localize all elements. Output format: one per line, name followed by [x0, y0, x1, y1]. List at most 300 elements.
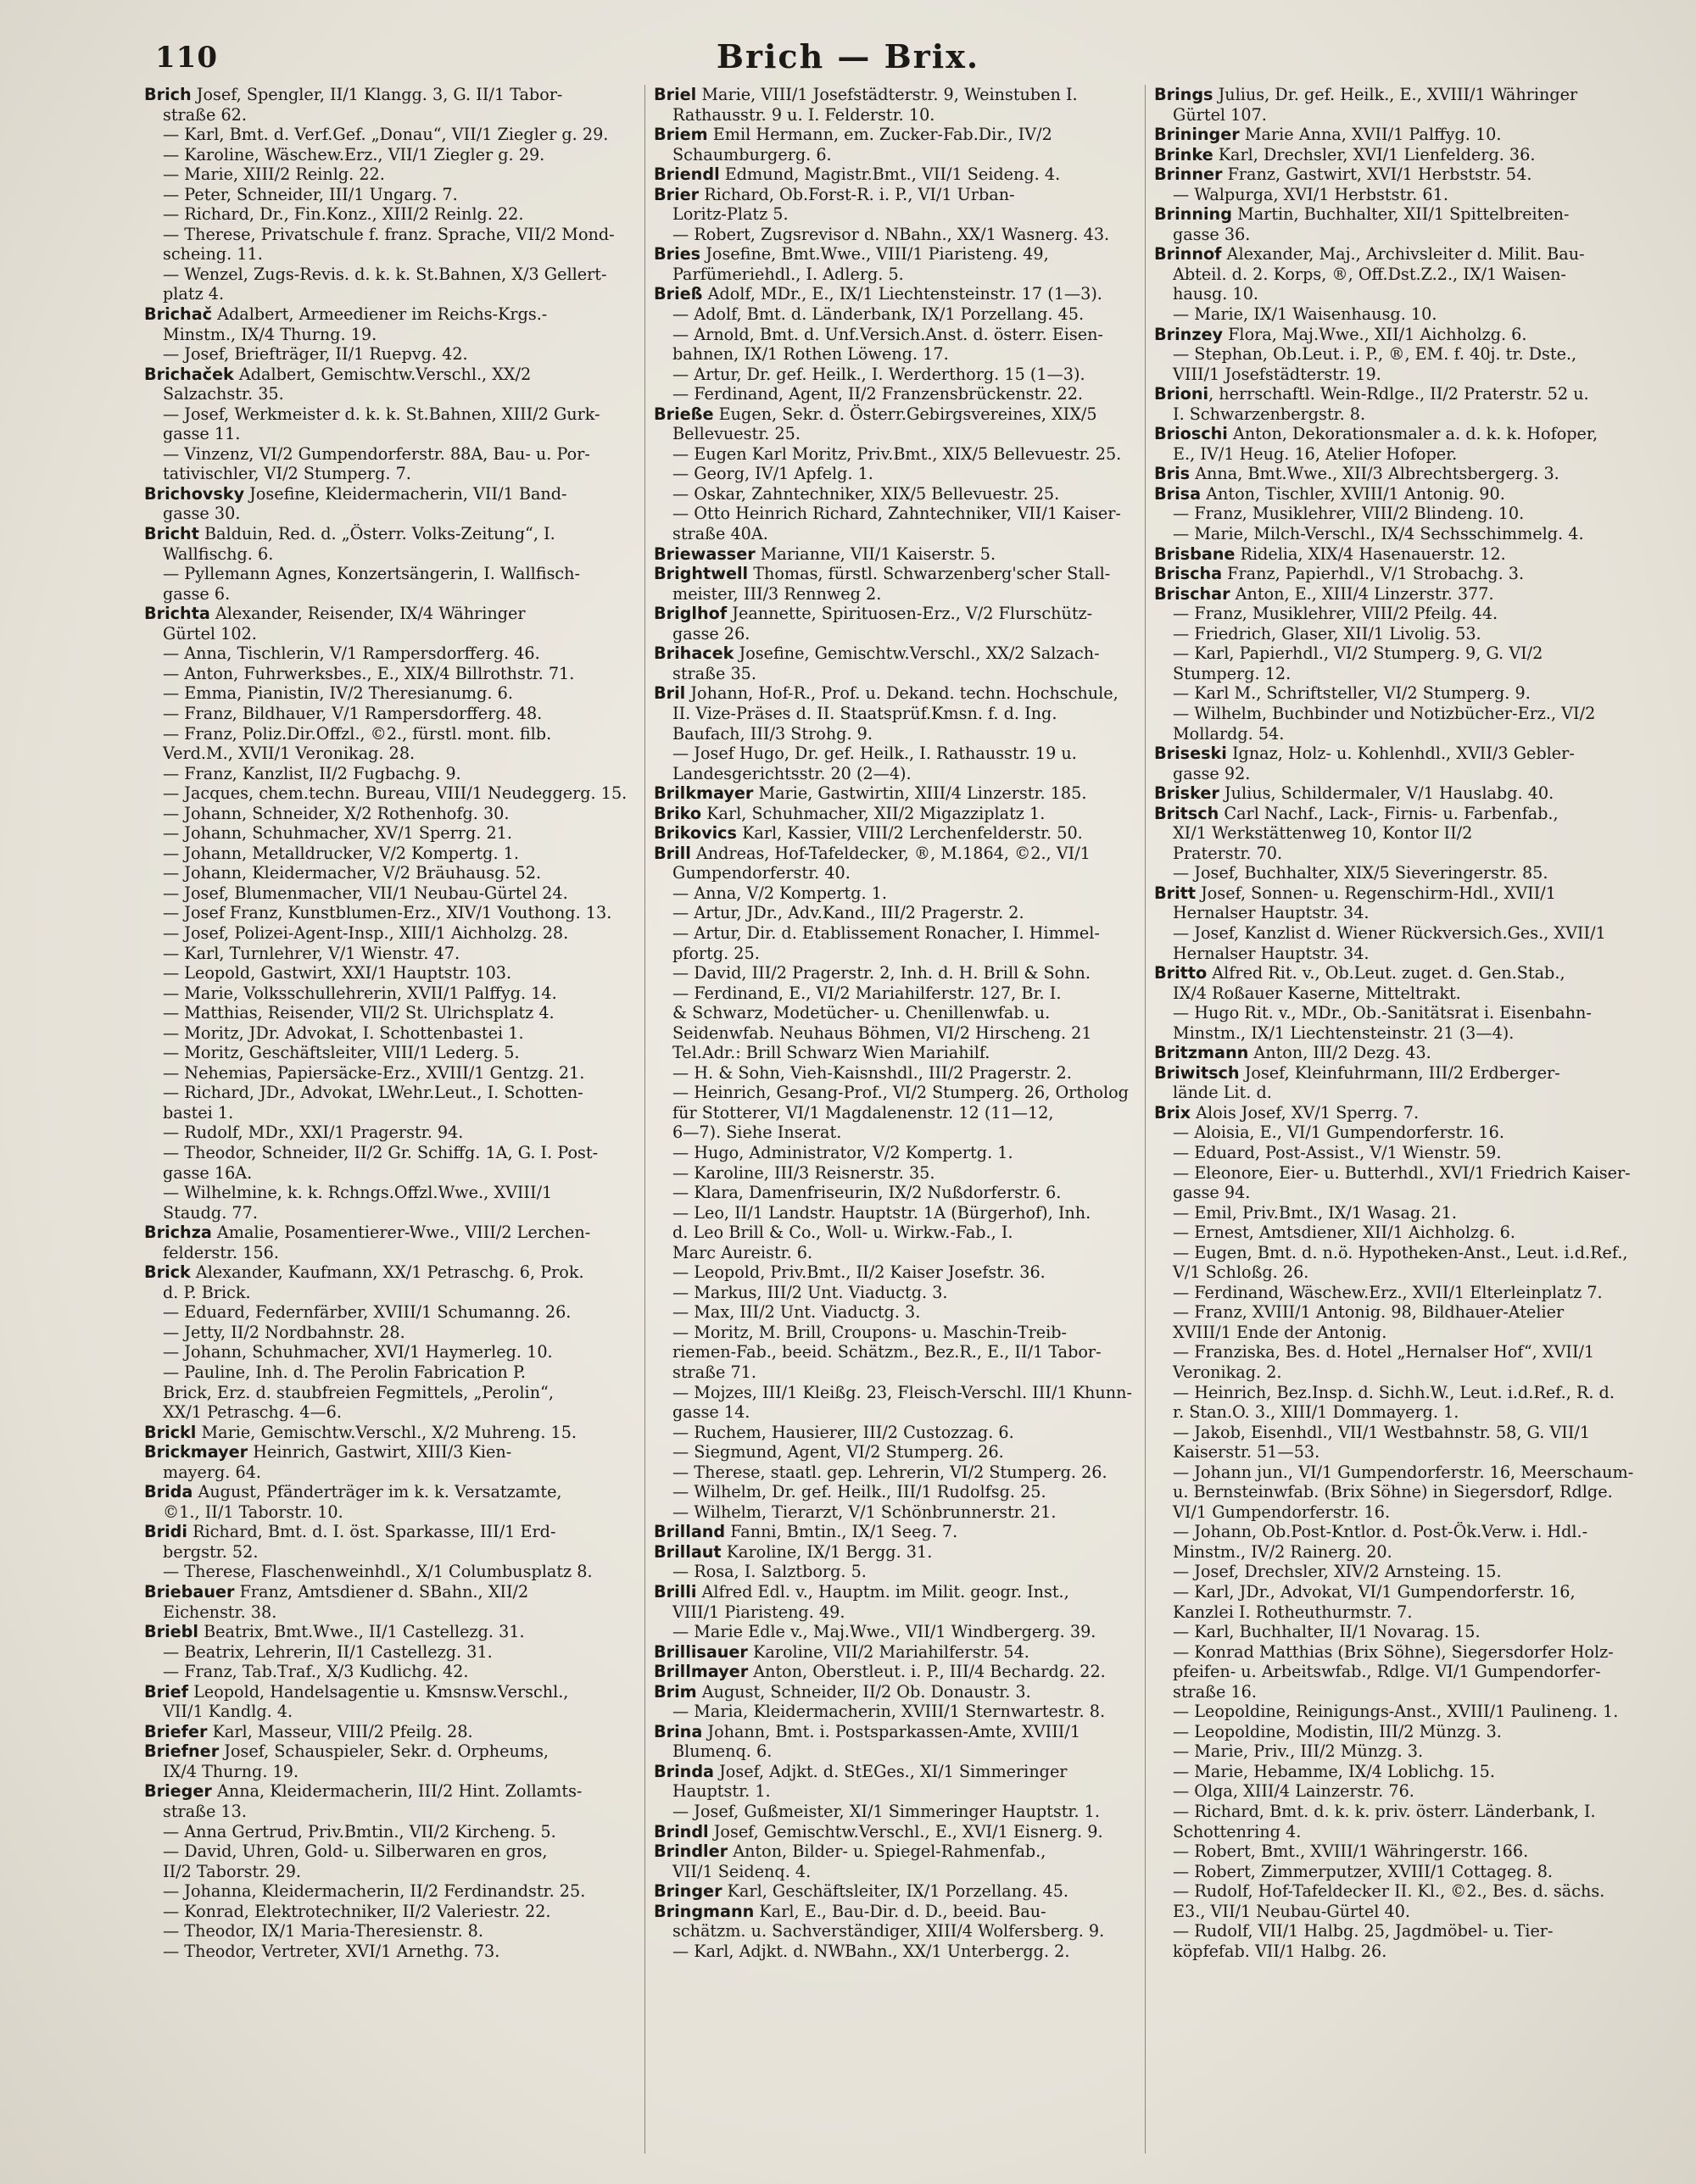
- entry-text: — Franz, Musiklehrer, VIII/2 Pfeilg. 44.: [1173, 604, 1498, 624]
- surname: Britsch: [1154, 803, 1219, 823]
- entry-text: Anton, Tischler, XVIII/1 Antonig. 90.: [1201, 483, 1505, 504]
- entry-text: Ridelia, XIX/4 Hasenauerstr. 12.: [1235, 543, 1506, 564]
- entry-text: Alexander, Kaufmann, XX/1 Petraschg. 6, Prok.: [190, 1262, 584, 1283]
- entry-head-line: [654, 783, 1146, 804]
- entry-text: riemen-Fab., beeid. Schätzm., Bez.R., E., II/1 Tabor-: [672, 1342, 1102, 1362]
- entry-text: — Johann, Metalldrucker, V/2 Kompertg. 1.: [163, 843, 519, 863]
- entry-text: Adalbert, Gemischtw.Verschl., XX/2: [233, 364, 532, 384]
- entry-line: [1154, 1602, 1663, 1623]
- entry-text: — Adolf, Bmt. d. Länderbank, IX/1 Porzellang. 45.: [672, 304, 1085, 325]
- entry-line: [144, 1342, 644, 1362]
- surname: Brinzey: [1154, 324, 1224, 344]
- entry-text: Eugen, Sekr. d. Österr.Gebirgsvereines, XIX/5: [713, 404, 1097, 424]
- entry-line: [144, 1642, 644, 1663]
- entry-line: [144, 1881, 644, 1902]
- surname: Briglhof: [654, 604, 728, 624]
- entry-line: [654, 744, 1146, 764]
- entry-text: — Moritz, M. Brill, Croupons- u. Maschin-Treib-: [672, 1322, 1068, 1342]
- entry-line: [144, 145, 644, 165]
- entry-line: [1154, 1522, 1663, 1542]
- entry-text: Bellevuestr. 25.: [672, 424, 801, 444]
- entry-text: — Moritz, Geschäftsleiter, VIII/1 Lederg. 5.: [163, 1043, 520, 1063]
- entry-line: [1154, 1942, 1663, 1962]
- running-head: Brich — Brix.: [716, 37, 980, 75]
- entry-text: gasse 16A.: [163, 1162, 253, 1183]
- surname: Brischa: [1154, 564, 1223, 584]
- surname: Brightwell: [654, 564, 749, 584]
- entry-head-line: [654, 85, 1146, 105]
- entry-line: [144, 944, 644, 964]
- entry-line: [144, 544, 644, 565]
- entry-line: [144, 164, 644, 185]
- entry-line: [1154, 683, 1663, 704]
- entry-line: [1154, 1323, 1663, 1343]
- entry-text: — Wenzel, Zugs-Revis. d. k. k. St.Bahnen, X/3 Gellert-: [163, 264, 607, 284]
- entry-line: [144, 804, 644, 824]
- entry-text: E., IV/1 Heug. 16, Atelier Hofoper.: [1173, 443, 1458, 464]
- entry-head-line: [1154, 85, 1663, 105]
- surname: Bridi: [144, 1522, 187, 1542]
- entry-line: [1154, 1203, 1663, 1223]
- entry-head-line: [144, 1223, 644, 1243]
- entry-head-line: [654, 284, 1146, 304]
- entry-head-line: [654, 1722, 1146, 1742]
- entry-line: [144, 983, 644, 1004]
- entry-line: [1154, 1223, 1663, 1243]
- entry-text: Adalbert, Armeediener im Reichs-Krgs.-: [212, 304, 548, 325]
- entry-line: [654, 1482, 1146, 1502]
- entry-text: — Eleonore, Eier- u. Butterhdl., XVI/1 Friedrich Kaiser-: [1173, 1162, 1631, 1183]
- entry-line: [144, 1762, 644, 1782]
- entry-text: II. Vize-Präses d. II. Staatsprüf.Kmsn. f. d. Ing.: [672, 703, 1057, 723]
- surname: Brill: [654, 843, 691, 863]
- surname: Brickl: [144, 1422, 197, 1442]
- entry-line: [654, 1323, 1146, 1343]
- entry-text: Stumperg. 12.: [1173, 663, 1292, 683]
- entry-text: straße 16.: [1173, 1681, 1257, 1702]
- entry-text: Seidenwfab. Neuhaus Böhmen, VI/2 Hirscheng. 21: [672, 1022, 1092, 1043]
- entry-text: Hernalser Hauptstr. 34.: [1173, 903, 1370, 923]
- page-number: 110: [155, 41, 218, 75]
- entry-text: Franz, Gastwirt, XVI/1 Herbststr. 54.: [1222, 164, 1532, 185]
- entry-text: 6—7). Siehe Inserat.: [672, 1123, 842, 1143]
- entry-text: Josef, Adjkt. d. StEGes., XI/1 Simmeringer: [714, 1761, 1068, 1781]
- entry-line: [144, 344, 644, 365]
- entry-text: pfeifen- u. Arbeitswfab., Rdlge. VI/1 Gumpendorfer-: [1173, 1662, 1601, 1682]
- entry-line: [144, 724, 644, 744]
- entry-text: — Emma, Pianistin, IV/2 Theresianumg. 6.: [163, 683, 513, 704]
- entry-line: [1154, 764, 1663, 784]
- entry-line: [654, 204, 1146, 225]
- entry-line: [1154, 105, 1663, 125]
- entry-text: — Marie, XIII/2 Reinlg. 22.: [163, 164, 385, 185]
- column-right: [1145, 85, 1663, 2153]
- surname: Brinda: [654, 1761, 715, 1781]
- entry-text: — Arnold, Bmt. d. Unf.Versich.Anst. d. österr. Eisen-: [672, 324, 1103, 344]
- surname: Brier: [654, 184, 700, 204]
- surname: Brich: [144, 85, 192, 104]
- entry-line: [1154, 365, 1663, 385]
- entry-line: [654, 1023, 1146, 1044]
- entry-line: [1154, 304, 1663, 325]
- entry-text: — Mojzes, III/1 Kleißg. 23, Fleisch-Verschl. III/1 Khunn-: [672, 1382, 1132, 1402]
- entry-line: [654, 1283, 1146, 1303]
- entry-line: [654, 504, 1146, 524]
- entry-line: [654, 464, 1146, 484]
- entry-text: hausg. 10.: [1173, 284, 1258, 304]
- entry-line: [1154, 1542, 1663, 1563]
- surname: Bries: [654, 244, 701, 265]
- entry-text: gasse 94.: [1173, 1183, 1251, 1203]
- entry-line: [1154, 1642, 1663, 1663]
- entry-text: platz 4.: [163, 284, 225, 304]
- entry-line: [654, 664, 1146, 684]
- entry-text: Franz, Amtsdiener d. SBahn., XII/2: [234, 1582, 529, 1602]
- entry-text: — Aloisia, E., VI/1 Gumpendorferstr. 16.: [1173, 1123, 1504, 1143]
- entry-text: — Hugo Rit. v., MDr., Ob.-Sanitätsrat i. Eisenbahn-: [1173, 1003, 1592, 1023]
- entry-line: [654, 883, 1146, 904]
- entry-text: — Josef Hugo, Dr. gef. Heilk., I. Rathausstr. 19 u.: [672, 744, 1077, 764]
- entry-text: Karoline, VII/2 Mariahilferstr. 54.: [747, 1641, 1029, 1662]
- entry-line: [1154, 1762, 1663, 1782]
- surname: Brilli: [654, 1582, 697, 1602]
- entry-head-line: [654, 1881, 1146, 1902]
- entry-text: — Karl, Bmt. d. Verf.Gef. „Donau“, VII/1 Ziegler g. 29.: [163, 125, 609, 145]
- entry-text: Marie Anna, XVII/1 Palffyg. 10.: [1239, 125, 1502, 145]
- entry-head-line: [1154, 1103, 1663, 1123]
- entry-text: Praterstr. 70.: [1173, 843, 1283, 863]
- entry-line: [1154, 265, 1663, 285]
- entry-line: [144, 1143, 644, 1163]
- entry-head-line: [654, 1662, 1146, 1682]
- entry-head-line: [654, 604, 1146, 624]
- entry-head-line: [1154, 1063, 1663, 1084]
- entry-line: [654, 1243, 1146, 1263]
- entry-text: — Markus, III/2 Unt. Viaductg. 3.: [672, 1282, 948, 1302]
- entry-text: Hauptstr. 1.: [672, 1781, 771, 1802]
- entry-line: [654, 1262, 1146, 1283]
- entry-text: Flora, Maj.Wwe., XII/1 Aichholzg. 6.: [1223, 324, 1527, 344]
- entry-text: & Schwarz, Modetücher- u. Chenillenwfab. u.: [672, 1003, 1051, 1023]
- entry-text: schätzm. u. Sachverständiger, XIII/4 Wolfersberg. 9.: [672, 1921, 1105, 1942]
- entry-text: Minstm., IX/1 Liechtensteinstr. 21 (3—4).: [1173, 1022, 1515, 1043]
- surname: Brinner: [1154, 164, 1223, 185]
- entry-text: — Rudolf, VII/1 Halbg. 25, Jagdmöbel- u. Tier-: [1173, 1921, 1554, 1942]
- entry-text: E3., VII/1 Neubau-Gürtel 40.: [1173, 1901, 1411, 1921]
- entry-text: Jeannette, Spirituosen-Erz., V/2 Flurschütz-: [727, 604, 1093, 624]
- entry-line: [144, 1163, 644, 1184]
- entry-head-line: [1154, 883, 1663, 904]
- entry-text: Marc Aureistr. 6.: [672, 1242, 813, 1262]
- entry-text: — Pauline, Inh. d. The Perolin Fabrication P.: [163, 1362, 526, 1382]
- entry-text: — Marie, Milch-Verschl., IX/4 Sechsschimmelg. 4.: [1173, 524, 1584, 544]
- entry-line: [144, 105, 644, 125]
- entry-text: Marie, Gastwirtin, XIII/4 Linzerstr. 185.: [753, 783, 1087, 804]
- surname: Britzmann: [1154, 1043, 1249, 1063]
- entry-text: — Karoline, III/3 Reisnerstr. 35.: [672, 1162, 935, 1183]
- entry-line: [654, 1003, 1146, 1023]
- entry-line: [654, 1143, 1146, 1163]
- surname: Bricht: [144, 524, 199, 544]
- entry-line: [1154, 604, 1663, 624]
- entry-text: — Rudolf, MDr., XXI/1 Pragerstr. 94.: [163, 1123, 464, 1143]
- entry-text: bahnen, IX/1 Rothen Löweng. 17.: [672, 344, 949, 365]
- entry-head-line: [144, 1482, 644, 1502]
- entry-line: [1154, 863, 1663, 883]
- entry-text: — Theodor, Schneider, II/2 Gr. Schiffg. 1A, G. I. Post-: [163, 1142, 599, 1162]
- entry-line: [144, 1003, 644, 1023]
- entry-text: — Beatrix, Lehrerin, II/1 Castellezg. 31.: [163, 1641, 493, 1662]
- entry-text: Leopold, Handelsagentie u. Kmsnsw.Verschl.,: [188, 1681, 569, 1702]
- entry-head-line: [1154, 424, 1663, 444]
- entry-text: — Ferdinand, Agent, II/2 Franzensbrückenstr. 22.: [672, 384, 1084, 404]
- entry-line: [144, 204, 644, 225]
- entry-head-line: [1154, 325, 1663, 345]
- entry-text: Josefine, Kleidermacherin, VII/1 Band-: [244, 483, 567, 504]
- entry-line: [654, 1921, 1146, 1942]
- surname: Briel: [654, 85, 697, 104]
- surname: Britt: [1154, 883, 1197, 903]
- entry-text: — Artur, Dir. d. Etablissement Ronacher, I. Himmel-: [672, 922, 1100, 943]
- entry-line: [144, 1841, 644, 1862]
- entry-line: [654, 1123, 1146, 1143]
- surname: Brief: [144, 1681, 189, 1702]
- entry-text: — Eugen, Bmt. d. n.ö. Hypotheken-Anst., Leut. i.d.Ref.,: [1173, 1242, 1628, 1262]
- entry-text: — Matthias, Reisender, VII/2 St. Ulrichsplatz 4.: [163, 1003, 555, 1023]
- entry-text: — Richard, Dr., Fin.Konz., XIII/2 Reinlg. 22.: [163, 204, 524, 225]
- surname: Brix: [1154, 1102, 1191, 1123]
- entry-text: VIII/1 Piaristeng. 49.: [672, 1602, 845, 1622]
- entry-head-line: [144, 85, 644, 105]
- entry-line: [1154, 1862, 1663, 1882]
- surname: Britto: [1154, 963, 1208, 983]
- entry-head-line: [144, 1522, 644, 1542]
- surname: Brichza: [144, 1223, 212, 1243]
- entry-text: II/2 Taborstr. 29.: [163, 1861, 302, 1881]
- entry-line: [1154, 404, 1663, 425]
- surname: Brim: [654, 1681, 697, 1702]
- entry-text: bergstr. 52.: [163, 1541, 259, 1562]
- entry-text: Balduin, Red. d. „Österr. Volks-Zeitung“, I.: [198, 524, 555, 544]
- entry-text: Marie, Gemischtw.Verschl., X/2 Muhreng. 15.: [196, 1422, 577, 1442]
- entry-text: — Marie, Hebamme, IX/4 Loblichg. 15.: [1173, 1761, 1495, 1781]
- entry-text: IX/4 Thurng. 19.: [163, 1761, 299, 1781]
- surname: Brieße: [654, 404, 714, 424]
- entry-text: Julius, Dr. gef. Heilk., E., XVIII/1 Währinger: [1213, 85, 1578, 104]
- entry-text: , herrschaftl. Wein-Rdlge., II/2 Praterstr. 52 u.: [1208, 384, 1589, 404]
- entry-text: V/1 Schloßg. 26.: [1173, 1262, 1309, 1283]
- entry-text: Karl, Drechsler, XVI/1 Lienfelderg. 36.: [1213, 144, 1536, 164]
- entry-text: — Siegmund, Agent, VI/2 Stumperg. 26.: [672, 1442, 1004, 1462]
- entry-line: [654, 444, 1146, 465]
- entry-text: Minstm., IX/4 Thurng. 19.: [163, 324, 377, 344]
- entry-text: Karoline, IX/1 Bergg. 31.: [721, 1541, 933, 1562]
- entry-line: [144, 584, 644, 604]
- entry-line: [144, 384, 644, 404]
- entry-text: — Theodor, IX/1 Maria-Theresienstr. 8.: [163, 1921, 483, 1942]
- entry-text: — Franz, XVIII/1 Antonig. 98, Bildhauer-Atelier: [1173, 1302, 1565, 1323]
- entry-text: — Robert, Bmt., XVIII/1 Währingerstr. 166.: [1173, 1841, 1529, 1862]
- entry-text: — Wilhelm, Dr. gef. Heilk., III/1 Rudolfsg. 25.: [672, 1482, 1046, 1502]
- surname: Brichaček: [144, 364, 234, 384]
- entry-head-line: [144, 304, 644, 325]
- surname: Brichač: [144, 304, 213, 325]
- entry-text: — Josef, Blumenmacher, VII/1 Neubau-Gürtel 24.: [163, 883, 568, 903]
- entry-text: — Therese, staatl. gep. Lehrerin, VI/2 Stumperg. 26.: [672, 1462, 1107, 1482]
- entry-text: Mollardg. 54.: [1173, 723, 1285, 744]
- entry-line: [144, 1562, 644, 1582]
- entry-text: — Franz, Bildhauer, V/1 Rampersdorfferg. 48.: [163, 703, 543, 723]
- entry-text: — Robert, Zimmerputzer, XVIII/1 Cottageg. 8.: [1173, 1861, 1554, 1881]
- entry-text: — Ferdinand, E., VI/2 Mariahilferstr. 127, Br. I.: [672, 983, 1062, 1003]
- entry-head-line: [144, 604, 644, 624]
- entry-text: Alexander, Maj., Archivsleiter d. Milit. Bau-: [1221, 244, 1585, 265]
- entry-text: — Leopold, Priv.Bmt., II/2 Kaiser Josefstr. 36.: [672, 1262, 1046, 1283]
- entry-text: Anna, Bmt.Wwe., XII/3 Albrechtsbergerg. 3.: [1190, 464, 1559, 484]
- entry-line: [1154, 1622, 1663, 1642]
- entry-text: gasse 6.: [163, 583, 231, 604]
- entry-head-line: [1154, 125, 1663, 145]
- entry-text: — Marie Edle v., Maj.Wwe., VII/1 Windbergerg. 39.: [672, 1622, 1096, 1642]
- entry-text: I. Schwarzenbergstr. 8.: [1173, 404, 1366, 424]
- entry-text: — Leopoldine, Modistin, III/2 Münzg. 3.: [1173, 1721, 1502, 1741]
- entry-line: [144, 564, 644, 584]
- entry-head-line: [654, 404, 1146, 425]
- entry-line: [1154, 1462, 1663, 1483]
- surname: Brischar: [1154, 583, 1230, 604]
- surname: Brickmayer: [144, 1442, 248, 1462]
- surname: Briebl: [144, 1622, 198, 1642]
- entry-text: — Georg, IV/1 Apfelg. 1.: [672, 464, 873, 484]
- entry-text: — Ferdinand, Wäschew.Erz., XVII/1 Elterleinplatz 7.: [1173, 1282, 1603, 1302]
- entry-text: — Wilhelm, Buchbinder und Notizbücher-Erz., VI/2: [1173, 703, 1596, 723]
- entry-line: [654, 1462, 1146, 1483]
- entry-text: — David, III/2 Pragerstr. 2, Inh. d. H. Brill & Sohn.: [672, 963, 1091, 983]
- entry-line: [654, 863, 1146, 883]
- entry-text: gasse 26.: [672, 623, 750, 644]
- entry-text: VII/1 Kandlg. 4.: [163, 1702, 293, 1722]
- entry-line: [144, 1302, 644, 1323]
- entry-line: [1154, 1482, 1663, 1502]
- surname: Briebauer: [144, 1582, 235, 1602]
- entry-text: XI/1 Werkstättenweg 10, Kontor II/2: [1173, 823, 1473, 844]
- surname: Briefer: [144, 1721, 208, 1741]
- entry-text: August, Pfänderträger im k. k. Versatzamte,: [192, 1482, 562, 1502]
- entry-line: [1154, 1781, 1663, 1802]
- entry-text: Marie, VIII/1 Josefstädterstr. 9, Weinstuben I.: [696, 85, 1078, 104]
- surname: Brihacek: [654, 644, 734, 664]
- entry-line: [1154, 1722, 1663, 1742]
- entry-text: — Eduard, Federnfärber, XVIII/1 Schumanng. 26.: [163, 1302, 572, 1323]
- entry-line: [654, 704, 1146, 724]
- entry-text: Minstm., IV/2 Rainerg. 20.: [1173, 1541, 1392, 1562]
- entry-text: — Johann jun., VI/1 Gumpendorferstr. 16, Meerschaum-: [1173, 1462, 1634, 1482]
- entry-text: Julius, Schildermaler, V/1 Hauslabg. 40.: [1219, 783, 1554, 804]
- entry-line: [654, 1562, 1146, 1582]
- entry-line: [1154, 724, 1663, 744]
- surname: Brisa: [1154, 483, 1202, 504]
- entry-text: — Karl, Turnlehrer, V/1 Wienstr. 47.: [163, 943, 460, 963]
- entry-line: [144, 284, 644, 304]
- entry-text: straße 35.: [672, 663, 756, 683]
- entry-head-line: [144, 1781, 644, 1802]
- entry-line: [1154, 704, 1663, 724]
- entry-line: [654, 265, 1146, 285]
- entry-head-line: [654, 185, 1146, 205]
- entry-text: — Franz, Kanzlist, II/2 Fugbachg. 9.: [163, 763, 461, 783]
- entry-text: gasse 30.: [163, 504, 241, 524]
- entry-line: [144, 265, 644, 285]
- entry-line: [1154, 1362, 1663, 1383]
- entry-text: Fanni, Bmtin., IX/1 Seeg. 7.: [725, 1522, 958, 1542]
- entry-text: Anton, E., XIII/4 Linzerstr. 377.: [1230, 583, 1494, 604]
- entry-line: [654, 1342, 1146, 1362]
- entry-head-line: [654, 125, 1146, 145]
- entry-line: [1154, 284, 1663, 304]
- entry-text: — Marie, IX/1 Waisenhausg. 10.: [1173, 304, 1437, 325]
- entry-text: — Konrad Matthias (Brix Söhne), Siegersdorfer Holz-: [1173, 1641, 1614, 1662]
- entry-text: straße 71.: [672, 1362, 756, 1382]
- entry-text: — Ernest, Amtsdiener, XII/1 Aichholzg. 6.: [1173, 1223, 1515, 1243]
- surname: Brina: [654, 1721, 703, 1741]
- entry-line: [654, 923, 1146, 944]
- entry-head-line: [654, 164, 1146, 185]
- entry-line: [654, 764, 1146, 784]
- surname: Brilland: [654, 1522, 726, 1542]
- entry-text: Adolf, MDr., E., IX/1 Liechtensteinstr. 17 (1—3).: [702, 284, 1102, 304]
- surname: Brininger: [1154, 125, 1240, 145]
- entry-line: [1154, 1442, 1663, 1462]
- entry-text: — Walpurga, XVI/1 Herbststr. 61.: [1173, 184, 1448, 204]
- entry-text: Josefine, Bmt.Wwe., VIII/1 Piaristeng. 49,: [700, 244, 1049, 265]
- entry-text: — Anna Gertrud, Priv.Bmtin., VII/2 Kircheng. 5.: [163, 1821, 556, 1841]
- entry-text: Schaumburgerg. 6.: [672, 144, 832, 164]
- entry-text: VIII/1 Josefstädterstr. 19.: [1173, 364, 1381, 384]
- entry-text: pfortg. 25.: [672, 943, 760, 963]
- entry-text: — Josef, Briefträger, II/1 Ruepvg. 42.: [163, 344, 468, 365]
- entry-text: — Johanna, Kleidermacherin, II/2 Ferdinandstr. 25.: [163, 1881, 586, 1902]
- entry-text: Heinrich, Gastwirt, XIII/3 Kien-: [248, 1442, 512, 1462]
- entry-line: [1154, 1083, 1663, 1103]
- entry-text: — Karoline, Wäschew.Erz., VII/1 Ziegler g. 29.: [163, 144, 545, 164]
- entry-text: Josef, Spengler, II/1 Klangg. 3, G. II/1 Tabor-: [191, 85, 563, 104]
- surname: Brick: [144, 1262, 191, 1283]
- entry-line: [144, 923, 644, 944]
- entry-head-line: [1154, 384, 1663, 404]
- entry-text: Andreas, Hof-Tafeldecker, ®, M.1864, ©2., VI/1: [690, 843, 1091, 863]
- surname: Brioschi: [1154, 424, 1228, 444]
- entry-line: [144, 1043, 644, 1063]
- entry-line: [654, 584, 1146, 604]
- entry-text: meister, III/3 Rennweg 2.: [672, 583, 882, 604]
- entry-line: [144, 704, 644, 724]
- entry-line: [1154, 1123, 1663, 1143]
- entry-line: [144, 404, 644, 425]
- entry-text: — Franz, Tab.Traf., X/3 Kudlichg. 42.: [163, 1662, 469, 1682]
- surname: Brichovsky: [144, 483, 245, 504]
- entry-text: Brick, Erz. d. staubfreien Fegmittels, „Perolin“,: [163, 1382, 554, 1402]
- entry-line: [144, 624, 644, 644]
- entry-line: [1154, 1582, 1663, 1602]
- entry-line: [1154, 1741, 1663, 1762]
- entry-line: [144, 1362, 644, 1383]
- entry-line: [1154, 944, 1663, 964]
- entry-line: [654, 1223, 1146, 1243]
- entry-text: Josef, Gemischtw.Verschl., E., XVI/1 Eisnerg. 9.: [708, 1821, 1103, 1841]
- entry-line: [144, 1822, 644, 1842]
- entry-line: [144, 1023, 644, 1044]
- entry-head-line: [144, 524, 644, 544]
